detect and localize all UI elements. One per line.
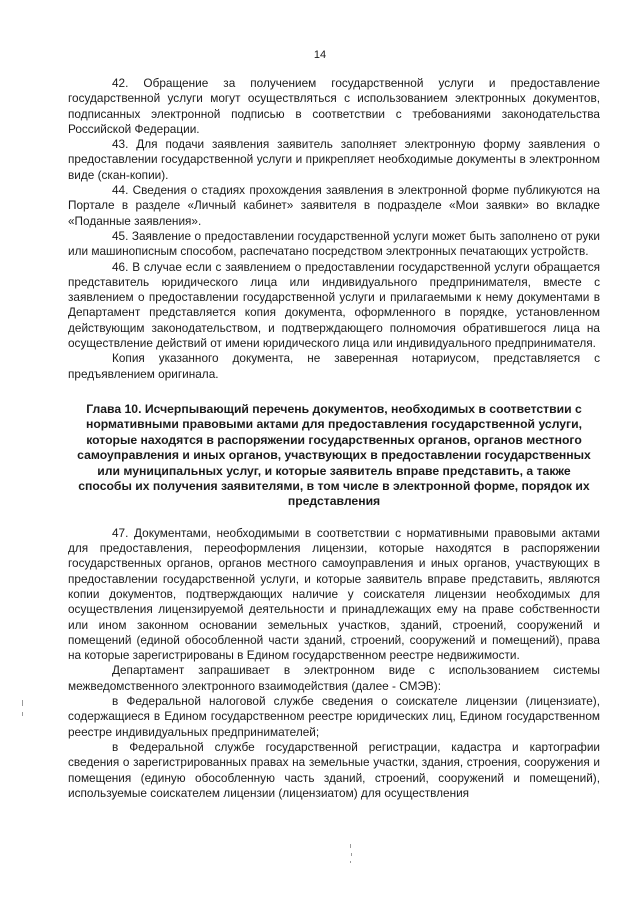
section-gap (68, 382, 600, 402)
paragraph-46: 46. В случае если с заявлением о предоставлении государственной услуги обращается представитель юридического лица или индивидуального предпринимателя, вместе с заявлением о предоставлении государственной услуги и прилагаемыми к нему документами в Департамент представляется копия документа, оформленного в порядке, установленном действующим законодательством, и подтверждающего полномочия обратившегося лица на осуществление действий от имени юридического лица или индивидуального предпринимателя. (68, 259, 600, 351)
paragraph-42: 42. Обращение за получением государственной услуги и предоставление государственной услуги могут осуществляться с использованием электронных документов, подписанных электронной подписью в соответствии с требованиями законодательства Российской Федерации. (68, 76, 600, 136)
paragraph-44: 44. Сведения о стадиях прохождения заявления в электронной форме публикуются на Портале в разделе «Личный кабинет» заявителя в подразделе «Мои заявки» во вкладке «Поданные заявления». (68, 183, 600, 228)
paragraph-registration-service: в Федеральной службе государственной регистрации, кадастра и картографии сведения о зарегистрированных правах на земельные участки, здания, строения, сооружения и помещения (единую обособленную часть зданий, строений, сооружений и помещений), используемые соискателем лицензии (лицензиатом) для осуществления (68, 739, 600, 800)
paragraph-43: 43. Для подачи заявления заявитель заполняет электронную форму заявления о предоставлении государственной услуги и прикрепляет необходимые документы в электронном виде (скан-копии). (68, 137, 600, 182)
scan-artifact (351, 853, 352, 856)
page-number: 14 (313, 49, 327, 61)
paragraph-smev-request: Департамент запрашивает в электронном виде с использованием системы межведомственного электронного взаимодействия (далее - СМЭВ): (68, 663, 600, 693)
chapter-heading: Глава 10. Исчерпывающий перечень документов, необходимых в соответствии с нормативными правовыми актами для предоставления государственной услуги, которые находятся в распоряжении государственных органов, органов местного самоуправления и иных органов, участвующих в предоставлении государственных или муниципальных услуг, и которые заявитель вправе представить, а также способы их получения заявителями, в том числе в электронной форме, порядок их представления (77, 401, 591, 509)
scan-artifact (22, 700, 23, 706)
paragraph-tax-service: в Федеральной налоговой службе сведения о соискателе лицензии (лицензиате), содержащиеся в Едином государственном реестре юридических лиц, Едином государственном реестре индивидуальных предпринимателей; (68, 694, 600, 739)
paragraph-47: 47. Документами, необходимыми в соответствии с нормативными правовыми актами для предоставления, переоформления лицензии, которые находятся в распоряжении государственных органов, органов местного самоуправления и иных органов, участвующих в предоставлении государственной услуги, и которые заявитель вправе представить, являются копии документов, подтверждающих наличие у соискателя лицензии необходимых для осуществления лицензируемой деятельности и принадлежащих ему на праве собственности или ином законном основании земельных участков, зданий, строений, сооружений и помещений (единой обособленной части зданий, строений, сооружений и помещений), права на которые зарегистрированы в Едином государственном реестре недвижимости. (68, 525, 600, 663)
scan-artifact (350, 861, 351, 863)
scan-artifact (350, 844, 351, 848)
paragraph-45: 45. Заявление о предоставлении государственной услуги может быть заполнено от руки или машинописным способом, распечатано посредством электронных печатающих устройств. (68, 228, 600, 259)
paragraph-copy-note: Копия указанного документа, не заверенная нотариусом, представляется с предъявлением оригинала. (68, 351, 600, 381)
document-body (68, 76, 600, 801)
scan-artifact (22, 712, 23, 716)
